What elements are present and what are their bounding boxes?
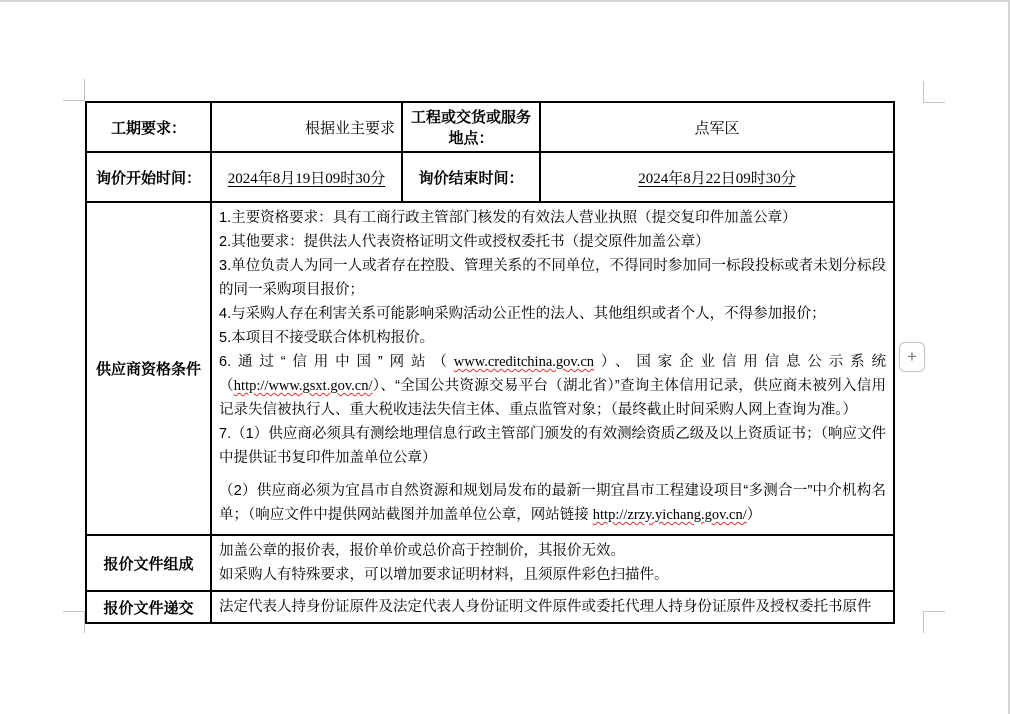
crop-mark-top-right (923, 81, 945, 103)
paragraph-text: ）、国家企业信用信息公示系统（ (219, 354, 886, 394)
url-text: http://www.gsxt.gov.cn/ (233, 378, 373, 394)
paragraph-text: 7.（1）供应商必须具有测绘地理信息行政主管部门颁发的有效测绘资质乙级及以上资质证书；（响应文件中提供证书复印件加盖单位公章） (219, 426, 886, 466)
paragraph-text: ）、“全国公共资源交易平台（湖北省）”查询主体信用记录，供应商未被列入信用记录失信被执行人、重大税收违法失信主体、重点监管对象；（最终截止时间采购人网上查询为准。） (219, 378, 887, 418)
table-row (86, 535, 894, 591)
paragraph-text: 4.与采购人存在利害关系可能影响采购活动公正性的法人、其他组织或者个人，不得参加报价； (219, 306, 826, 322)
url-text: www.creditchina.gov.cn (453, 354, 594, 370)
quote-submit-label: 报价文件递交 (86, 591, 211, 623)
qualification-paragraph (219, 206, 886, 230)
duration-label: 工期要求： (86, 102, 211, 152)
qualification-paragraph (219, 230, 886, 254)
url-text: http://zrzy.yichang.gov.cn/ (592, 507, 747, 523)
table-row (86, 102, 894, 152)
paragraph-text: 6.通过“信用中国”网站（ (219, 354, 454, 370)
paragraph-text: 1.主要资格要求：具有工商行政主管部门核发的有效法人营业执照（提交复印件加盖公章） (219, 210, 797, 226)
qualification-paragraph (219, 422, 886, 470)
end-time-cell (540, 152, 894, 202)
paragraph-text: 5.本项目不接受联合体机构报价。 (219, 330, 435, 346)
start-time-value: 2024年8月19日09时30分 (227, 170, 386, 187)
qualification-content (211, 202, 894, 535)
window-top-border (0, 0, 1010, 2)
add-content-button[interactable]: + (899, 342, 925, 372)
qualification-paragraph (219, 302, 886, 326)
qualification-paragraph-list (219, 206, 886, 527)
qualification-label: 供应商资格条件 (86, 202, 211, 535)
duration-value: 根据业主要求 (211, 102, 402, 152)
quote-docs-label: 报价文件组成 (86, 535, 211, 591)
quote-docs-line2: 如采购人有特殊要求，可以增加要求证明材料，且须原件彩色扫描件。 (219, 567, 669, 583)
qualification-paragraph (219, 326, 886, 350)
end-time-label: 询价结束时间： (402, 152, 540, 202)
quote-submit-content (211, 591, 894, 623)
quote-docs-line1: 加盖公章的报价表，报价单价或总价高于控制价，其报价无效。 (219, 543, 625, 559)
qualification-paragraph (219, 479, 886, 527)
crop-mark-top-left (63, 79, 85, 101)
paragraph-text: （2）供应商必须为宜昌市自然资源和规划局发布的最新一期宜昌市工程建设项目“多测合一”中介机构名单；（响应文件中提供网站截图并加盖单位公章，网站链接 (219, 483, 886, 523)
paragraph-text: 2.其他要求：提供法人代表资格证明文件或授权委托书（提交原件加盖公章） (219, 234, 710, 250)
crop-mark-bottom-right (923, 611, 945, 633)
location-label: 工程或交货或服务地点： (402, 102, 540, 152)
paragraph-text: ） (746, 507, 762, 523)
table-row (86, 202, 894, 535)
quote-docs-content (211, 535, 894, 591)
start-time-label: 询价开始时间： (86, 152, 211, 202)
qualification-paragraph (219, 254, 886, 302)
qualification-paragraph (219, 350, 886, 422)
location-value: 点军区 (540, 102, 894, 152)
quote-submit-value: 法定代表人持身份证原件及法定代表人身份证明文件原件或委托代理人持身份证原件及授权委托书原件 (219, 599, 872, 615)
start-time-cell (211, 152, 402, 202)
inquiry-table (85, 101, 895, 624)
table-row (86, 591, 894, 623)
table-row (86, 152, 894, 202)
end-time-value: 2024年8月22日09时30分 (638, 170, 796, 187)
paragraph-text: 3.单位负责人为同一人或者存在控股、管理关系的不同单位，不得同时参加同一标段投标或者未划分标段的同一采购项目报价； (219, 258, 886, 298)
crop-mark-bottom-left (63, 611, 85, 633)
